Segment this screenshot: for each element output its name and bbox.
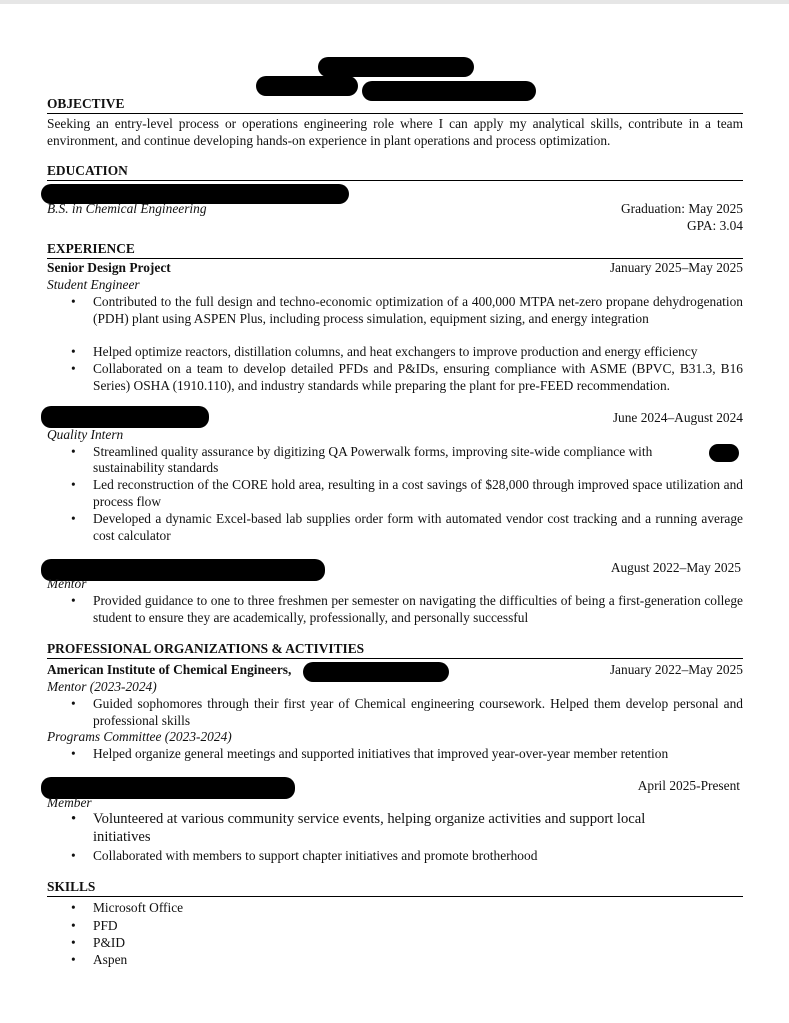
org-1-role-2-bullet: • Helped organize general meetings and supported initiatives that improved year-over-year member retention: [93, 746, 743, 763]
skills-heading: SKILLS: [47, 879, 743, 897]
job-2-bullet-1-cont: sustainability standards: [93, 460, 219, 475]
organizations-heading: PROFESSIONAL ORGANIZATIONS & ACTIVITIES: [47, 641, 743, 659]
org-1-role-1-bullet: • Guided sophomores through their first year of Chemical engineering coursework. Helped them develop personal and professional skills: [93, 696, 743, 729]
org-1-dates: January 2022–May 2025: [609, 662, 743, 677]
job-2-bullet-2: • Led reconstruction of the CORE hold area, resulting in a cost savings of $28,000 through improved space utilization and process flow: [93, 477, 743, 510]
org-2-bullet-2: • Collaborated with members to support chapter initiatives and promote brotherhood: [93, 848, 743, 865]
org-2-bullet-1: • Volunteered at various community service events, helping organize activities and support local initiatives: [93, 811, 693, 846]
skill-item: • PFD: [93, 918, 743, 935]
job-2-dates: June 2024–August 2024: [612, 410, 743, 425]
job-1-bullet-3: • Collaborated on a team to develop detailed PFDs and P&IDs, ensuring compliance with ASME (BPVC, B31.3, B16 Series) OSHA (1910.110), and industry standards while preparing the plant for pre-FEED recommendation.: [93, 361, 743, 394]
job-1-header: [47, 260, 743, 277]
job-1-bullet-1: • Contributed to the full design and techno-economic optimization of a 400,000 MTPA net-zero propane dehydrogenation (PDH) plant using ASPEN Plus, including process simulation, equipment sizing, and energy integration: [93, 294, 743, 327]
org-1-role-1: Mentor (2023-2024): [47, 679, 157, 694]
redacted-contact-left: [256, 76, 358, 96]
job-1-bullet-2: • Helped optimize reactors, distillation columns, and heat exchangers to improve production and energy efficiency: [93, 344, 743, 361]
gpa: GPA: 3.04: [686, 218, 743, 233]
job-2-bullet-3: • Developed a dynamic Excel-based lab supplies order form with automated vendor cost tracking and a running average cost calculator: [93, 511, 743, 544]
job-2-role: Quality Intern: [47, 427, 124, 442]
degree: B.S. in Chemical Engineering: [47, 201, 207, 216]
job-1-dates: January 2025–May 2025: [609, 260, 743, 275]
org-1-role-2: Programs Committee (2023-2024): [47, 729, 232, 744]
top-edge: [0, 0, 789, 4]
job-3-dates: August 2022–May 2025: [610, 560, 741, 575]
experience-heading: EXPERIENCE: [47, 241, 743, 259]
job-1-title: Senior Design Project: [47, 260, 171, 275]
objective-text: Seeking an entry-level process or operations engineering role where I can apply my analytical skills, contribute in a team environment, and continue developing hands-on experience in plant operations and process optimization.: [47, 116, 743, 148]
graduation-date: Graduation: May 2025: [621, 201, 743, 216]
skill-item: • Microsoft Office: [93, 900, 743, 917]
education-row: [47, 201, 743, 218]
education-heading: EDUCATION: [47, 163, 743, 181]
skill-item: • P&ID: [93, 935, 743, 952]
redacted-company-2: [41, 406, 209, 428]
objective-heading: OBJECTIVE: [47, 96, 743, 114]
org-1-name: American Institute of Chemical Engineers,: [47, 662, 292, 677]
job-3-bullet-1: • Provided guidance to one to three freshmen per semester on navigating the difficulties of being a first-generation college student to ensure they are academically, professionally, and personally successful: [93, 593, 743, 626]
job-2-bullet-1: • Streamlined quality assurance by digitizing QA Powerwalk forms, improving site-wide compliance with: [93, 444, 707, 461]
org-2-role: Member: [47, 795, 92, 810]
redacted-name: [318, 57, 474, 77]
job-1-role: Student Engineer: [47, 277, 140, 292]
job-3-role: Mentor: [47, 576, 87, 591]
skill-item: • Aspen: [93, 952, 743, 969]
org-2-dates: April 2025-Present: [637, 778, 740, 793]
